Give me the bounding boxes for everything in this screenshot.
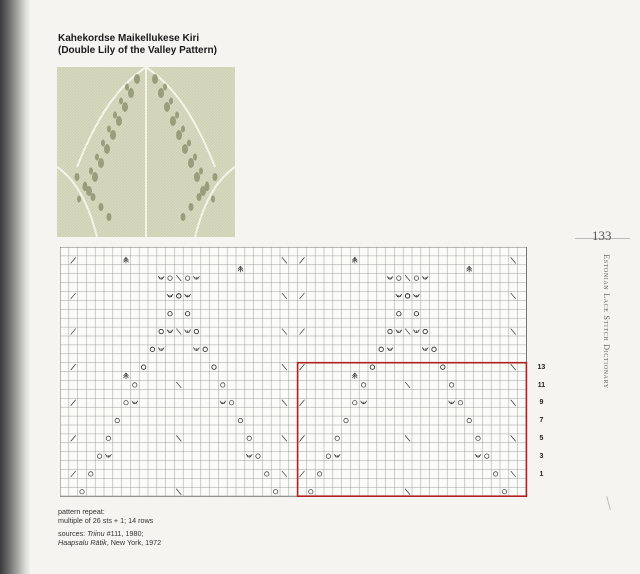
pattern-notes: [58, 507, 161, 551]
source-1-title: Triinu: [87, 529, 105, 538]
row-label: 3: [539, 452, 544, 460]
running-head: Estonian Lace Stitch Dictionary: [602, 254, 612, 389]
row-label: 7: [539, 417, 544, 425]
book-spine-shadow: [0, 0, 30, 574]
pattern-title: [58, 33, 217, 57]
lace-chart-grid: [60, 247, 540, 502]
repeat-label: pattern repeat:: [58, 507, 105, 516]
source-2-rest: , New York, 1972: [106, 538, 162, 547]
row-label: 9: [539, 399, 544, 407]
row-label: 5: [539, 434, 544, 442]
swatch-image: [57, 67, 235, 237]
row-label: 11: [537, 381, 546, 389]
lace-chart: [60, 247, 540, 507]
knitted-swatch-photo: [57, 67, 235, 237]
source-1-rest: #111, 1980;: [104, 529, 144, 538]
page-number: 133: [592, 228, 612, 243]
repeat-value: multiple of 26 sts + 1; 14 rows: [58, 516, 154, 525]
pattern-title-estonian: Kahekordse Maikellukese Kiri: [58, 33, 200, 44]
sources-label: sources:: [58, 529, 86, 538]
row-label: 13: [537, 363, 546, 371]
row-label: 1: [539, 470, 544, 478]
pattern-title-english: (Double Lily of the Valley Pattern): [58, 45, 217, 56]
source-2-title: Haapsalu Rätik: [58, 538, 107, 547]
